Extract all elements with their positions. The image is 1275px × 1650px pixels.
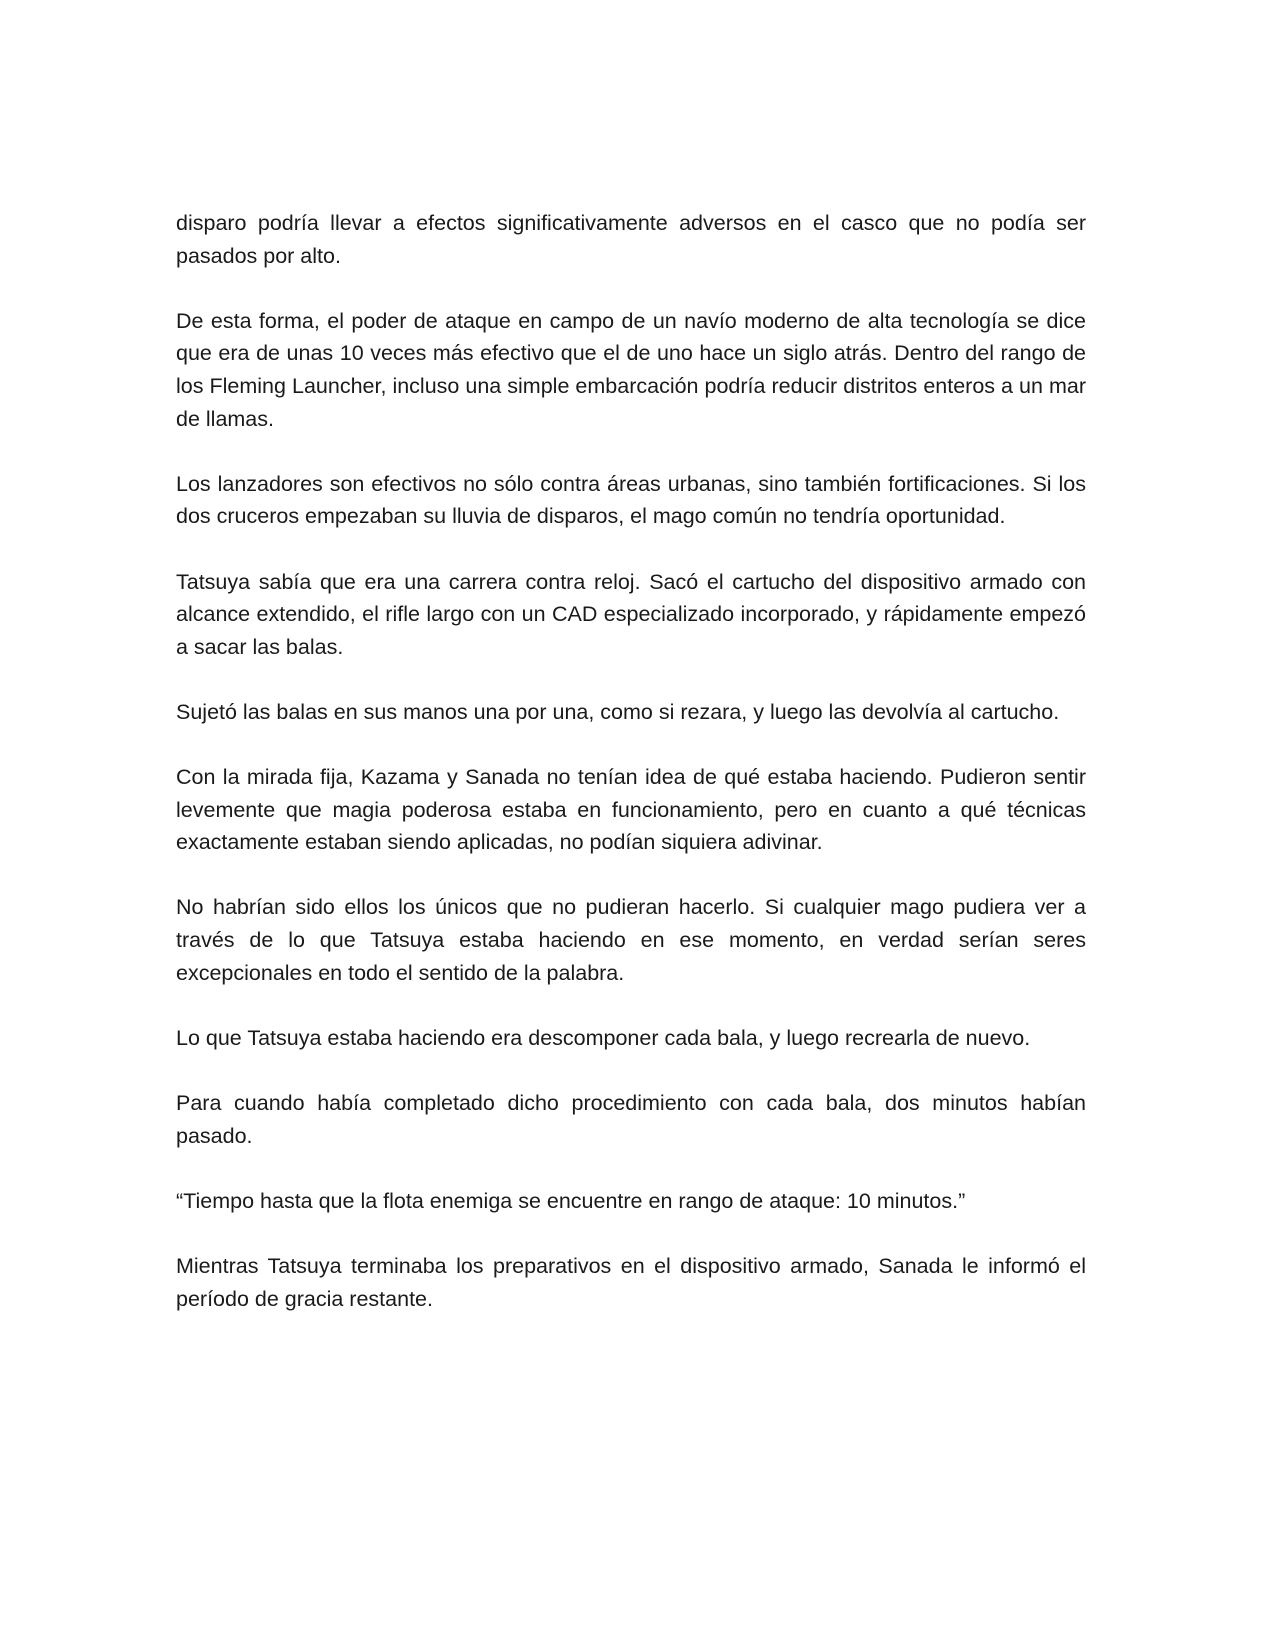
- paragraph: Sujetó las balas en sus manos una por una, como si rezara, y luego las devolvía al cartucho.: [176, 699, 1060, 724]
- paragraph: No habrían sido ellos los únicos que no pudieran hacerlo. Si cualquier mago pudiera ver a través de lo que Tatsuya estaba haciendo en ese momento, en verdad serían seres excepcionales en todo el sentido de la palabra.: [176, 895, 1086, 985]
- paragraph: Para cuando había completado dicho procedimiento con cada bala, dos minutos habían pasado.: [176, 1091, 1086, 1148]
- paragraph: Tatsuya sabía que era una carrera contra reloj. Sacó el cartucho del dispositivo armado con alcance extendido, el rifle largo con un CAD especializado incorporado, y rápidamente empezó a sacar las balas.: [176, 569, 1086, 659]
- body-text: [176, 207, 1086, 1315]
- paragraph: De esta forma, el poder de ataque en campo de un navío moderno de alta tecnología se dice que era de unas 10 veces más efectivo que el de uno hace un siglo atrás. Dentro del rango de los Fleming Launcher, incluso una simple embarcación podría reducir distritos enteros a un mar de llamas.: [176, 308, 1086, 431]
- paragraph: Los lanzadores son efectivos no sólo contra áreas urbanas, sino también fortificaciones. Si los dos cruceros empezaban su lluvia de disparos, el mago común no tendría oportunidad.: [176, 471, 1086, 529]
- dialogue-paragraph: “Tiempo hasta que la flota enemiga se encuentre en rango de ataque: 10 minutos.”: [176, 1188, 966, 1213]
- paragraph: Con la mirada fija, Kazama y Sanada no tenían idea de qué estaba haciendo. Pudieron sentir levemente que magia poderosa estaba en funcionamiento, pero en cuanto a qué técnicas exactamente estaban siendo aplicadas, no podían siquiera adivinar.: [176, 765, 1086, 855]
- paragraph: Lo que Tatsuya estaba haciendo era descomponer cada bala, y luego recrearla de nuevo.: [176, 1025, 1031, 1050]
- paragraph: disparo podría llevar a efectos significativamente adversos en el casco que no podía ser pasados por alto.: [176, 211, 1086, 268]
- paragraph: Mientras Tatsuya terminaba los preparativos en el dispositivo armado, Sanada le informó el período de gracia restante.: [176, 1254, 1086, 1311]
